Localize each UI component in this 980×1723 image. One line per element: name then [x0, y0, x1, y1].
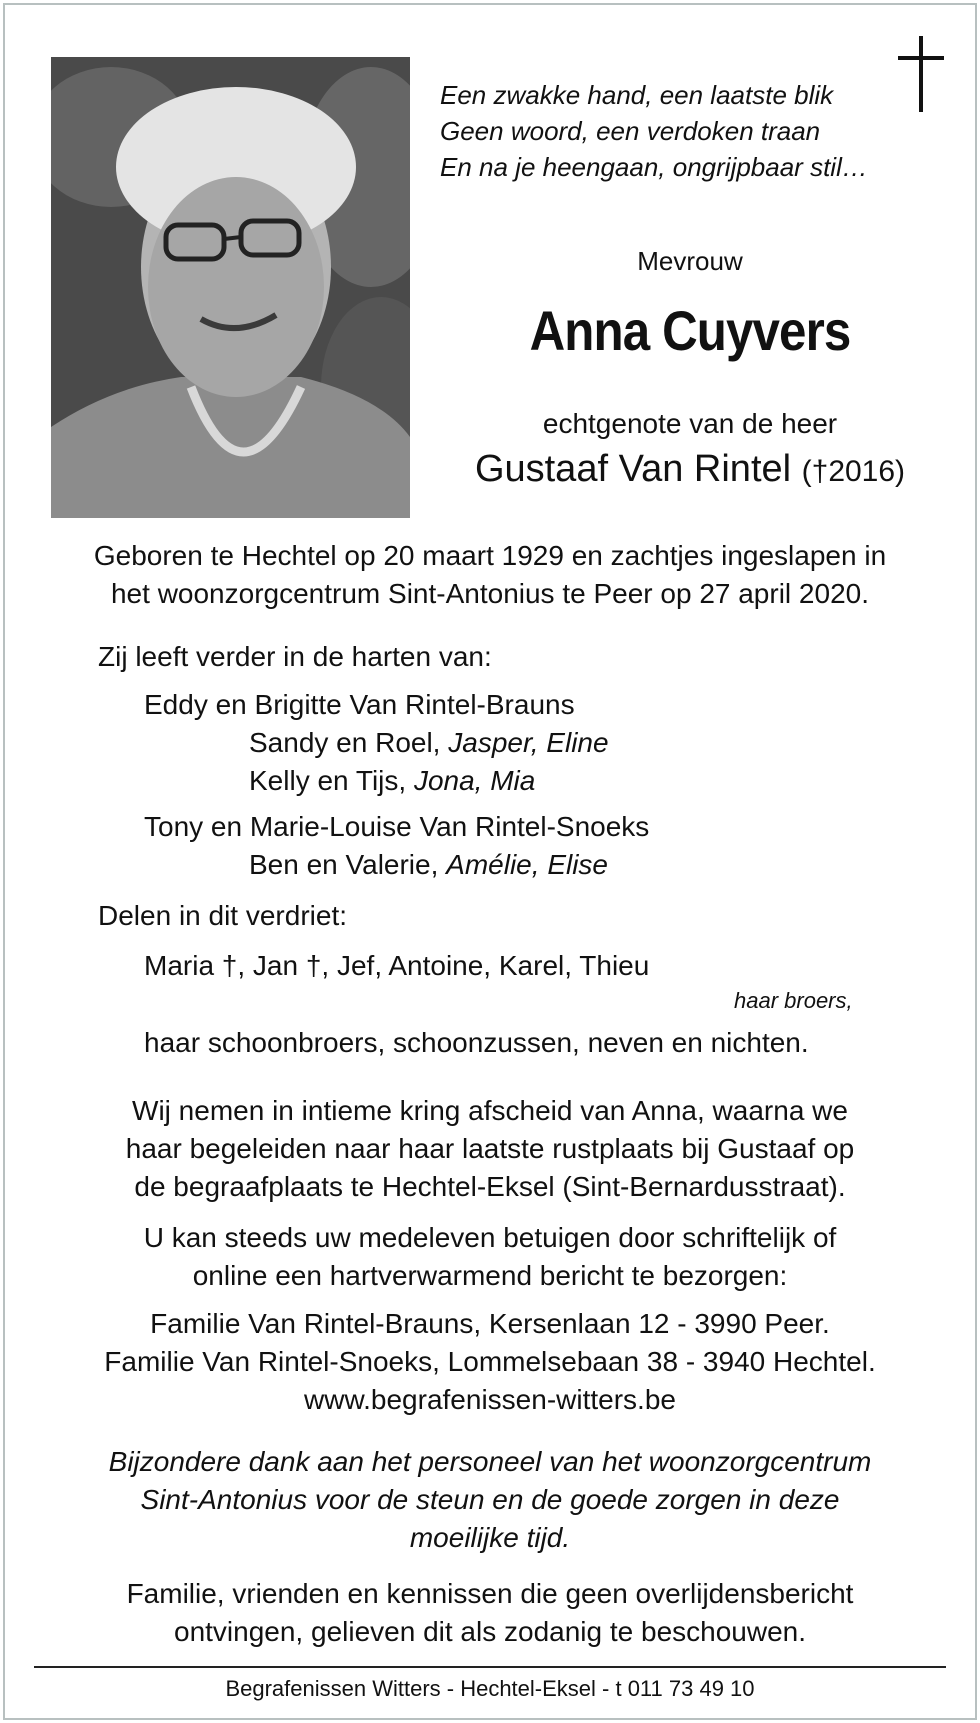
- family-children: Amélie, Elise: [446, 849, 609, 880]
- honorific: Mevrouw: [637, 246, 743, 276]
- poem: [440, 77, 880, 185]
- text-line: haar begeleiden naar haar laatste rustplaats bij Gustaaf op: [125, 1133, 855, 1164]
- cross-icon: [896, 36, 946, 112]
- address-line: Familie Van Rintel-Brauns, Kersenlaan 12 - 3990 Peer.: [150, 1308, 830, 1339]
- spouse-intro: echtgenote van de heer: [542, 408, 838, 439]
- website-link[interactable]: www.begrafenissen-witters.be: [304, 1384, 676, 1415]
- family-names: Sandy en Roel,: [249, 727, 449, 758]
- text-line: Wij nemen in intieme kring afscheid van Anna, waarna we: [132, 1095, 848, 1126]
- thanks-text: [0, 1443, 980, 1557]
- family-line: [249, 727, 609, 759]
- family-names: Tony en Marie-Louise Van Rintel-Snoeks: [144, 811, 650, 842]
- portrait-photo: [51, 57, 410, 518]
- siblings: Maria †, Jan †, Jef, Antoine, Karel, Thieu: [144, 950, 650, 981]
- address-line: Familie Van Rintel-Snoeks, Lommelsebaan 38 - 3940 Hechtel.: [104, 1346, 876, 1377]
- farewell-text: [0, 1092, 980, 1206]
- family-names: Ben en Valerie,: [249, 849, 447, 880]
- text-line: Geboren te Hechtel op 20 maart 1929 en zachtjes ingeslapen in: [93, 540, 887, 571]
- text-line: ontvingen, gelieven dit als zodanig te beschouwen.: [174, 1616, 806, 1647]
- family-children: Jasper, Eline: [448, 727, 609, 758]
- siblings-role: haar broers,: [734, 988, 853, 1013]
- family-line: [249, 765, 535, 797]
- condolence-text: [0, 1219, 980, 1295]
- text-line: de begraafplaats te Hechtel-Eksel (Sint-Bernardusstraat).: [134, 1171, 846, 1202]
- family-names: Kelly en Tijs,: [249, 765, 414, 796]
- lives-on-heading: Zij leeft verder in de harten van:: [98, 641, 492, 672]
- spouse-line: [440, 448, 940, 491]
- footer-text: Begrafenissen Witters - Hechtel-Eksel - t 011 73 49 10: [225, 1676, 755, 1701]
- poem-line: Geen woord, een verdoken traan: [440, 116, 821, 146]
- family-line: [144, 689, 575, 721]
- spouse-name: Gustaaf Van Rintel: [474, 448, 792, 490]
- text-line: online een hartverwarmend bericht te bezorgen:: [192, 1260, 788, 1291]
- family-children: Jona, Mia: [413, 765, 536, 796]
- family-names: Eddy en Brigitte Van Rintel-Brauns: [144, 689, 575, 720]
- deceased-name: Anna Cuyvers: [529, 299, 851, 362]
- divider: [34, 1666, 946, 1668]
- family-line: [144, 811, 649, 843]
- text-line: Bijzondere dank aan het personeel van het woonzorgcentrum: [108, 1446, 872, 1477]
- text-line: moeilijke tijd.: [409, 1522, 571, 1553]
- text-line: Familie, vrienden en kennissen die geen overlijdensbericht: [126, 1578, 854, 1609]
- text-line: U kan steeds uw medeleven betuigen door schriftelijk of: [143, 1222, 837, 1253]
- notice-text: [0, 1575, 980, 1651]
- in-laws: haar schoonbroers, schoonzussen, neven en nichten.: [144, 1027, 809, 1058]
- spouse-death: (†2016): [801, 455, 906, 488]
- poem-line: Een zwakke hand, een laatste blik: [440, 80, 834, 110]
- birth-death-text: [0, 537, 980, 613]
- poem-line: En na je heengaan, ongrijpbaar stil…: [440, 152, 868, 182]
- text-line: Sint-Antonius voor de steun en de goede zorgen in deze: [140, 1484, 840, 1515]
- share-heading: Delen in dit verdriet:: [98, 900, 348, 931]
- text-line: het woonzorgcentrum Sint-Antonius te Peer op 27 april 2020.: [110, 578, 869, 609]
- family-line: [249, 849, 608, 881]
- addresses: [0, 1305, 980, 1419]
